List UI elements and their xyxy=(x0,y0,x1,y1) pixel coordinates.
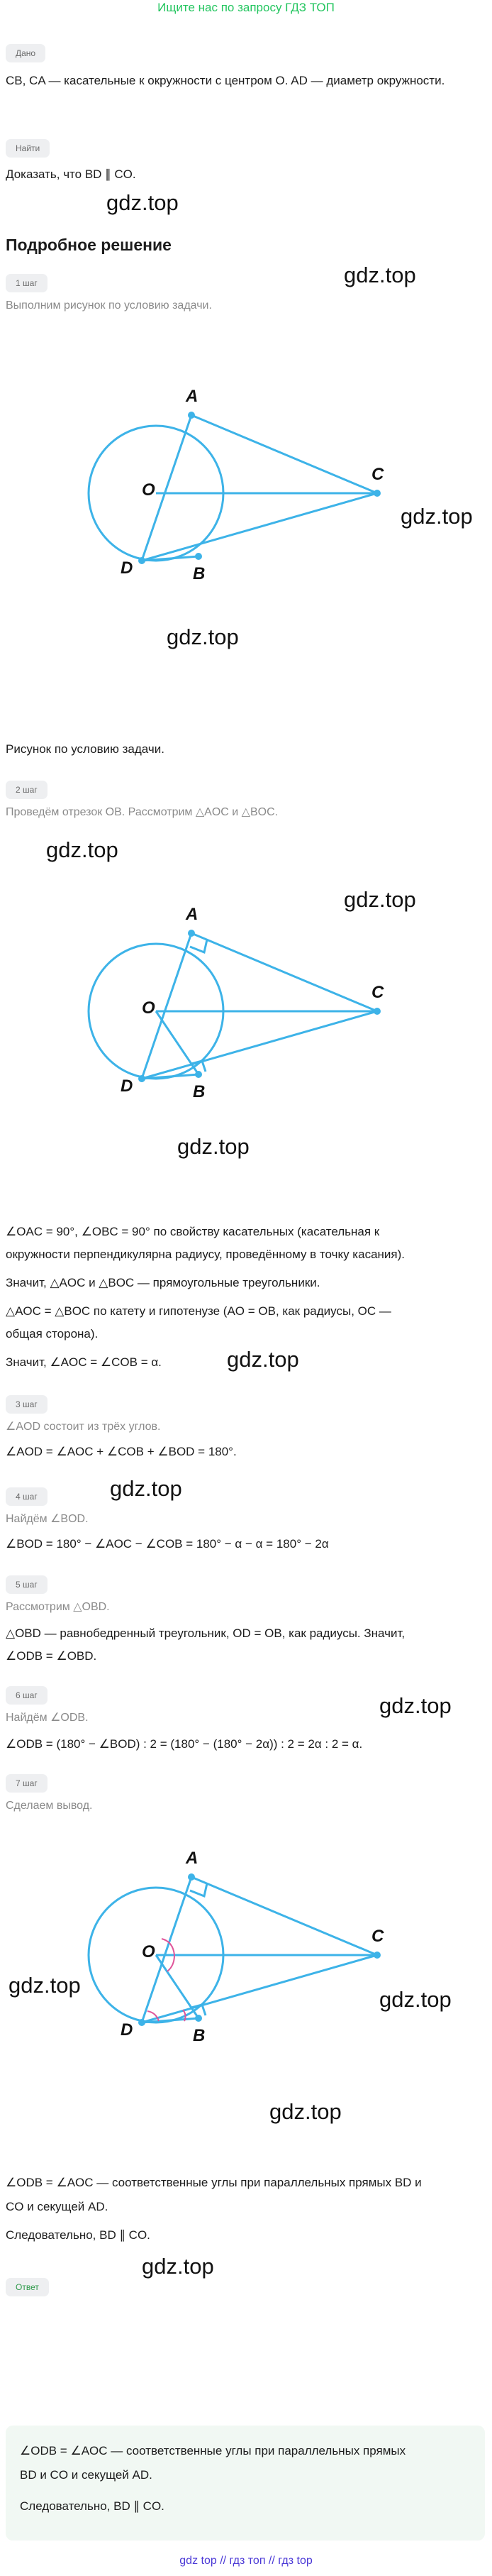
watermark: gdz.top xyxy=(379,1693,452,1718)
step-7-line-2: CO и секущей AD. xyxy=(6,2200,108,2213)
step-3-chip: 3 шаг xyxy=(6,1395,47,1414)
watermark: gdz.top xyxy=(344,263,416,287)
step-6-chip: 6 шаг xyxy=(6,1686,47,1705)
figure-1 xyxy=(85,383,411,596)
answer-line-1: ∠ODB = ∠AOC — соответственные углы при параллельных прямых xyxy=(20,2444,406,2457)
watermark: gdz.top xyxy=(167,624,239,649)
figure-3 xyxy=(85,1845,411,2058)
answer-chip: Ответ xyxy=(6,2278,49,2296)
find-chip: Найти xyxy=(6,139,50,158)
step-1-chip: 1 шаг xyxy=(6,274,47,292)
answer-line-2: BD и CO и секущей AD. xyxy=(20,2468,152,2482)
label-b: B xyxy=(193,1082,206,1101)
solution-title: Подробное решение xyxy=(6,236,172,254)
step-1-line-1: Рисунок по условию задачи. xyxy=(6,742,164,756)
step-5-note: Рассмотрим △OBD. xyxy=(6,1601,110,1613)
label-a: A xyxy=(186,387,199,406)
step-7-line-1: ∠ODB = ∠AOC — соответственные углы при параллельных прямых BD и xyxy=(6,2176,422,2189)
footer-links[interactable]: gdz top // гдз топ // гдз top xyxy=(179,2555,313,2567)
step-4-note: Найдём ∠BOD. xyxy=(6,1513,89,1525)
step-2-line-1: ∠OAC = 90°, ∠OBC = 90° по свойству касательных (касательная к xyxy=(6,1225,380,1238)
label-o: O xyxy=(142,1942,155,1961)
watermark: gdz.top xyxy=(401,504,473,529)
step-2-line-6: Значит, ∠AOC = ∠COB = α. xyxy=(6,1355,162,1369)
watermark: gdz.top xyxy=(227,1347,299,1372)
watermark: gdz.top xyxy=(269,2099,342,2124)
step-7-chip: 7 шаг xyxy=(6,1774,47,1793)
label-c: C xyxy=(371,1927,384,1946)
label-o: O xyxy=(142,480,155,500)
step-2-line-3: Значит, △AOC и △BOC — прямоугольные треугольники. xyxy=(6,1276,320,1289)
label-d: D xyxy=(121,558,133,578)
step-2-line-5: общая сторона). xyxy=(6,1327,99,1341)
label-d: D xyxy=(121,2020,133,2040)
watermark: gdz.top xyxy=(46,837,118,862)
step-5-line-2: ∠ODB = ∠OBD. xyxy=(6,1649,97,1663)
answer-line-3: Следовательно, BD ∥ CO. xyxy=(20,2499,164,2513)
step-5-line-1: △OBD — равнобедренный треугольник, OD = OB, как радиусы. Значит, xyxy=(6,1626,406,1640)
step-2-note: Проведём отрезок OB. Рассмотрим △AOC и △BOC. xyxy=(6,806,279,818)
answer-box xyxy=(6,2426,485,2541)
step-4-line-1: ∠BOD = 180° − ∠AOC − ∠COB = 180° − α − α = 180° − 2α xyxy=(6,1537,329,1551)
label-a: A xyxy=(186,905,199,924)
step-6-note: Найдём ∠ODB. xyxy=(6,1712,89,1724)
watermark: gdz.top xyxy=(142,2254,214,2279)
step-3-line-1: ∠AOD = ∠AOC + ∠COB + ∠BOD = 180°. xyxy=(6,1445,237,1458)
watermark: gdz.top xyxy=(177,1134,250,1159)
label-b: B xyxy=(193,564,206,583)
watermark: gdz.top xyxy=(379,1987,452,2012)
label-a: A xyxy=(186,1849,199,1868)
search-hint-link[interactable]: Ищите нас по запросу ГДЗ ТОП xyxy=(157,1,335,14)
step-6-line-1: ∠ODB = (180° − ∠BOD) : 2 = (180° − (180° − 2α)) : 2 = 2α : 2 = α. xyxy=(6,1737,363,1751)
step-2-line-2: окружности перпендикулярна радиусу, проведённому в точку касания). xyxy=(6,1248,406,1261)
watermark: gdz.top xyxy=(110,1476,182,1501)
step-3-note: ∠AOD состоит из трёх углов. xyxy=(6,1421,161,1433)
watermark: gdz.top xyxy=(9,1973,81,1998)
label-o: O xyxy=(142,998,155,1018)
watermark: gdz.top xyxy=(106,190,179,215)
step-7-line-3: Следовательно, BD ∥ CO. xyxy=(6,2228,150,2242)
given-text: CB, CA — касательные к окружности с центром O. AD — диаметр окружности. xyxy=(6,74,445,87)
find-text: Доказать, что BD ∥ CO. xyxy=(6,167,136,181)
step-2-line-4: △AOC = △BOC по катету и гипотенузе (AO = OB, как радиусы, OC — xyxy=(6,1304,391,1318)
label-d: D xyxy=(121,1077,133,1096)
label-b: B xyxy=(193,2026,206,2045)
step-2-chip: 2 шаг xyxy=(6,781,47,799)
watermark: gdz.top xyxy=(344,887,416,912)
step-1-note: Выполним рисунок по условию задачи. xyxy=(6,299,212,312)
label-c: C xyxy=(371,983,384,1002)
figure-2 xyxy=(85,901,411,1114)
given-chip: Дано xyxy=(6,44,45,62)
step-4-chip: 4 шаг xyxy=(6,1487,47,1506)
step-5-chip: 5 шаг xyxy=(6,1575,47,1594)
label-c: C xyxy=(371,465,384,484)
step-7-note: Сделаем вывод. xyxy=(6,1800,93,1812)
